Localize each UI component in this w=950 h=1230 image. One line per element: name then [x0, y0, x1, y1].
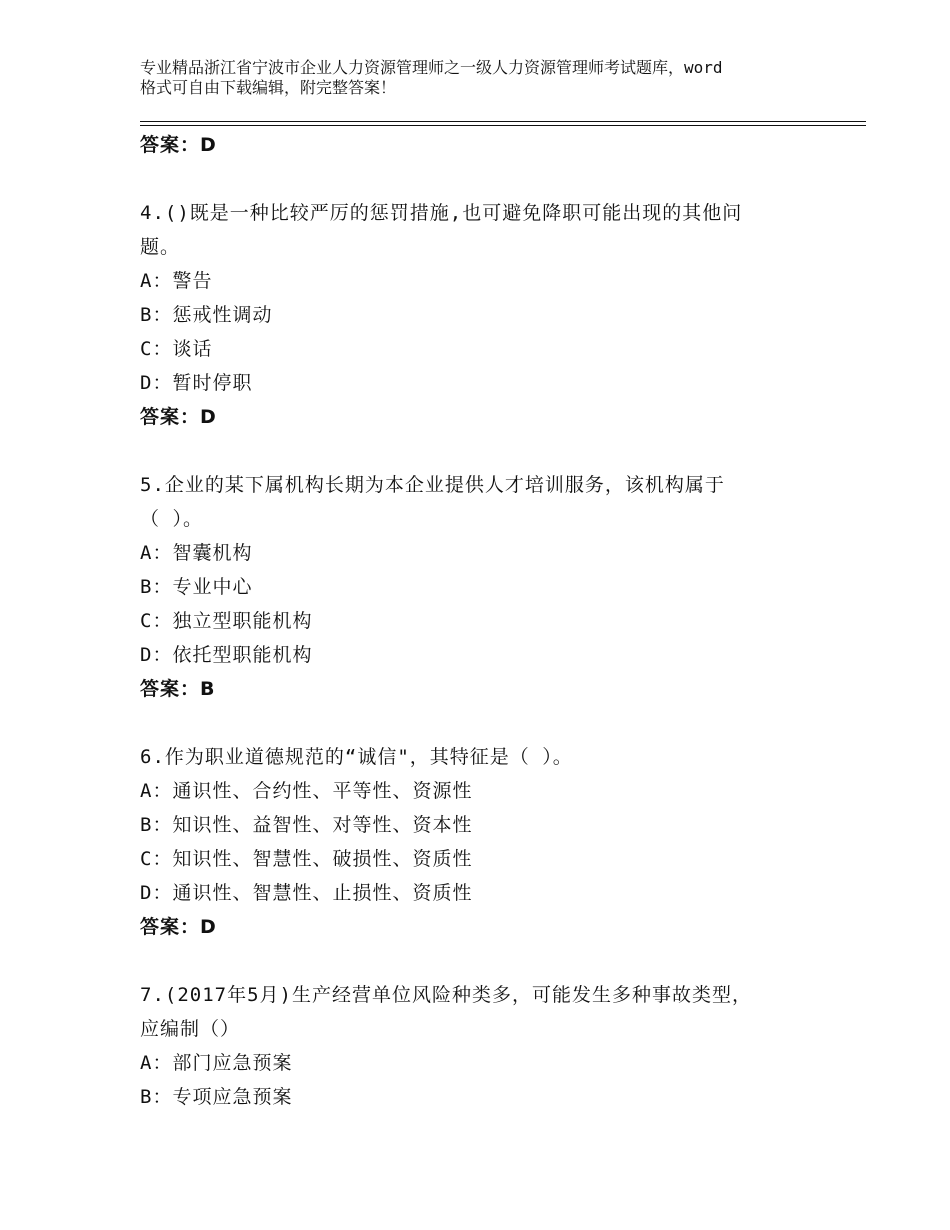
- question-4: [140, 196, 820, 434]
- header-line-2: 格式可自由下载编辑，附完整答案！: [140, 78, 397, 97]
- option-b: B：专业中心: [140, 576, 253, 598]
- question-stem: 7.(2017年5月)生产经营单位风险种类多，可能发生多种事故类型，: [140, 984, 752, 1006]
- header-line-1: 专业精品浙江省宁波市企业人力资源管理师之一级人力资源管理师考试题库，word: [140, 58, 723, 77]
- option-a: A：通识性、合约性、平等性、资源性: [140, 780, 473, 802]
- question-6: [140, 740, 820, 944]
- question-5: [140, 468, 820, 706]
- question-7: [140, 978, 820, 1114]
- answer-line: 答案：B: [140, 678, 216, 700]
- question-stem: 题。: [140, 236, 181, 258]
- option-a: A：智囊机构: [140, 542, 253, 564]
- answer-line: 答案：D: [140, 916, 217, 938]
- header-rule: [140, 121, 866, 122]
- question-stem: 应编制（）: [140, 1018, 241, 1040]
- option-d: D：通识性、智慧性、止损性、资质性: [140, 882, 473, 904]
- question-list: [140, 128, 820, 1114]
- answer-line: 答案：D: [140, 134, 217, 156]
- option-b: B：专项应急预案: [140, 1086, 293, 1108]
- option-b: B：知识性、益智性、对等性、资本性: [140, 814, 473, 836]
- header-rule-thin: [140, 125, 866, 126]
- question-stem: 6.作为职业道德规范的“诚信"，其特征是（ ）。: [140, 746, 573, 768]
- page-header: [140, 58, 840, 98]
- option-d: D：依托型职能机构: [140, 644, 313, 666]
- option-a: A：部门应急预案: [140, 1052, 293, 1074]
- question-stem: （ ）。: [140, 508, 203, 530]
- option-c: C：独立型职能机构: [140, 610, 313, 632]
- option-d: D：暂时停职: [140, 372, 253, 394]
- spacer: [140, 162, 820, 196]
- option-a: A：警告: [140, 270, 213, 292]
- spacer: [140, 944, 820, 978]
- question-stem: 5.企业的某下属机构长期为本企业提供人才培训服务，该机构属于: [140, 474, 725, 496]
- option-c: C：知识性、智慧性、破损性、资质性: [140, 848, 473, 870]
- spacer: [140, 706, 820, 740]
- option-b: B：惩戒性调动: [140, 304, 273, 326]
- answer-line: 答案：D: [140, 406, 217, 428]
- question-stem: 4.()既是一种比较严厉的惩罚措施,也可避免降职可能出现的其他问: [140, 202, 743, 224]
- option-c: C：谈话: [140, 338, 213, 360]
- spacer: [140, 434, 820, 468]
